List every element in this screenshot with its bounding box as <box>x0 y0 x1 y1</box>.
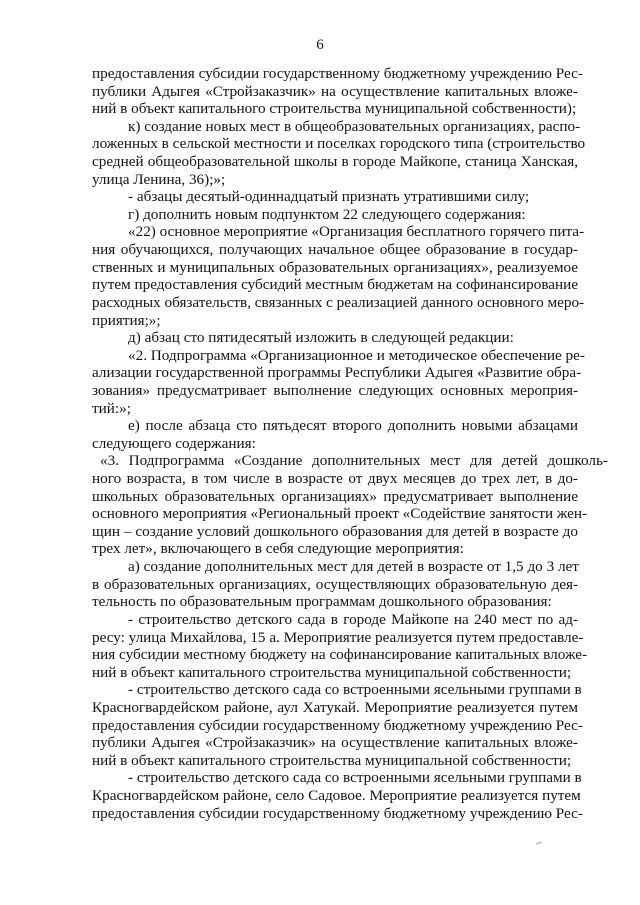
text-line: ложенных в сельской местности и поселках городского типа (строительство <box>92 135 586 153</box>
text-line: школьных образовательных организациях» предусматривает выполнение <box>92 487 578 505</box>
text-line: основного мероприятия «Региональный проект «Содействие занятости жен- <box>92 505 588 523</box>
text-line: расходных обязательств, связанных с реализацией данного основного меро- <box>92 293 585 311</box>
text-line: ственных и муниципальных образовательных организациях», реализуемое <box>92 258 578 276</box>
text-line: предоставления субсидии государственному бюджетному учреждению Рес- <box>92 804 583 822</box>
text-line: «2. Подпрограмма «Организационное и методическое обеспечение ре- <box>128 346 585 364</box>
text-line: тий:»; <box>92 399 131 417</box>
text-line: д) абзац сто пятидесятый изложить в следующей редакции: <box>128 329 514 347</box>
text-line: ресу: улица Михайлова, 15 а. Мероприятие реализуется путем предоставле- <box>92 628 584 646</box>
text-line: - строительство детского сада со встроенными ясельными группами в <box>128 681 582 699</box>
text-line: ализации государственной программы Республики Адыгея «Развитие обра- <box>92 364 582 382</box>
text-line: приятия;»; <box>92 311 161 329</box>
text-line: предоставления субсидии государственному бюджетному учреждению Рес- <box>92 716 583 734</box>
text-line: трех лет», включающего в себя следующие мероприятия: <box>92 540 464 558</box>
text-line: Красногвардейском районе, аул Хатукай. Мероприятие реализуется путем <box>92 698 578 716</box>
text-line: ний в объект капитального строительства муниципальной собственности; <box>92 751 572 769</box>
text-line: ного возраста, в том числе в возрасте от двух месяцев до трех лет, в до- <box>92 470 578 488</box>
text-line: зования» предусматривает выполнение следующих основных мероприя- <box>92 381 578 399</box>
text-line: ния обучающихся, получающих начальное общее образование в государ- <box>92 241 578 259</box>
text-line: - строительство детского сада со встроенными ясельными группами в <box>128 769 582 787</box>
text-line: тельность по образовательным программам дошкольного образования: <box>92 593 552 611</box>
text-line: следующего содержания: <box>92 434 256 452</box>
text-line: публики Адыгея «Стройзаказчик» на осуществление капитальных вложе- <box>92 734 578 752</box>
text-line: щин – создание условий дошкольного образования для детей в возрасте до <box>92 522 578 540</box>
page-number: 6 <box>316 37 324 53</box>
text-line: «22) основное мероприятие «Организация бесплатного горячего пита- <box>128 223 585 241</box>
text-line: - строительство детского сада в городе Майкопе на 240 мест по ад- <box>128 610 578 628</box>
text-line: а) создание дополнительных мест для детей в возрасте от 1,5 до 3 лет <box>128 558 579 576</box>
text-line: ния субсидии местному бюджету на софинансирование капитальных вложе- <box>92 646 588 664</box>
text-line: - абзацы десятый-одиннадцатый признать утратившими силу; <box>128 188 530 206</box>
text-line: к) создание новых мест в общеобразовательных организациях, распо- <box>128 117 581 135</box>
text-line: предоставления субсидии государственному бюджетному учреждению Рес- <box>92 65 583 82</box>
text-line: ний в объект капитального строительства муниципальной собственности); <box>92 100 577 118</box>
text-line: в образовательных организациях, осуществляющих образовательную дея- <box>92 575 578 593</box>
text-line: Красногвардейском районе, село Садовое. Мероприятие реализуется путем <box>92 786 581 804</box>
text-line: путем предоставления субсидий местным бюджетам на софинансирование <box>92 276 579 294</box>
text-line: улица Ленина, 36);»; <box>92 170 226 188</box>
text-line: е) после абзаца сто пятьдесят второго дополнить новыми абзацами <box>128 417 578 435</box>
scan-artifact <box>536 841 542 845</box>
text-line: публики Адыгея «Стройзаказчик» на осуществление капитальных вложе- <box>92 82 578 100</box>
text-line: ний в объект капитального строительства муниципальной собственности; <box>92 663 572 681</box>
text-line: г) дополнить новым подпунктом 22 следующего содержания: <box>128 205 526 223</box>
text-line: «3. Подпрограмма «Создание дополнительных мест для детей дошколь- <box>100 452 608 470</box>
document-body <box>92 65 608 822</box>
text-line: средней общеобразовательной школы в городе Майкопе, станица Ханская, <box>92 153 578 171</box>
